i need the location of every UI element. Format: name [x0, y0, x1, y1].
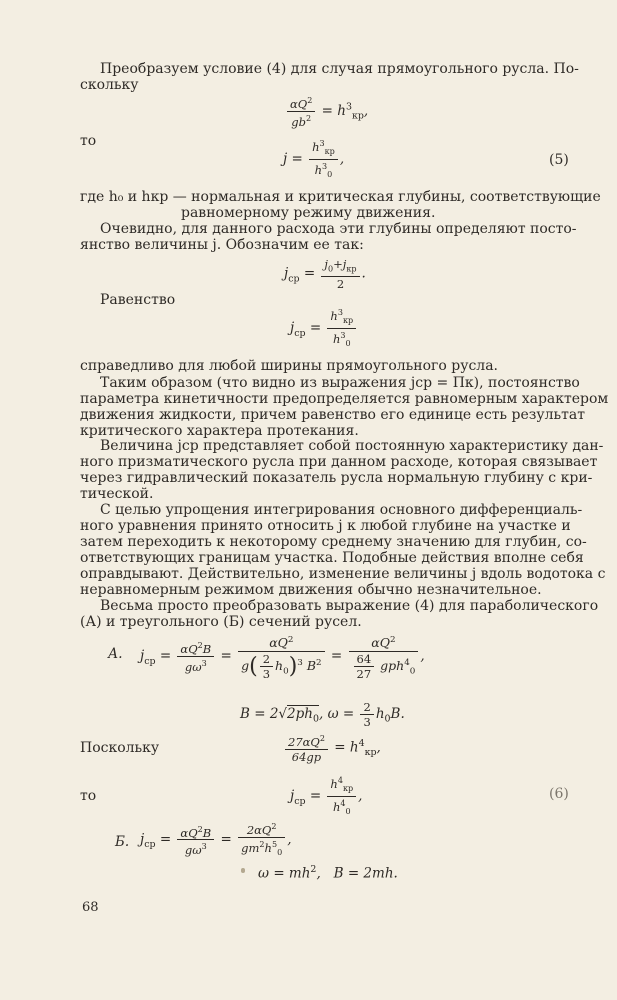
equation-parabolic: $j_{ср}$ = $\frac{\alpha Q^2B}{g\omega^3}$ = $\alpha Q^2$ g( $\frac{2}{3}$ $h_0)^3$ $B^2$ = $\alpha Q^2$ $\frac{64}{27}$ gph$^4_0$ ,: [140, 632, 425, 681]
text-line: справедливо для любой ширины прямоугольного русла.: [80, 358, 498, 374]
text-line: через гидравлический показатель русла нормальную глубину с кри-: [80, 470, 593, 486]
text-line: неравномерным режимом движения обычно незначительное.: [80, 582, 542, 598]
text-line: затем переходить к некоторому среднему значению для глубин, со-: [80, 534, 587, 550]
text-line: ного уравнения принято относить j к любой глубине на участке и: [80, 518, 571, 534]
text-line: Очевидно, для данного расхода эти глубины определяют посто-: [100, 221, 577, 237]
equation-number: (5): [549, 152, 569, 168]
text-line: Преобразуем условие (4) для случая прямоугольного русла. По-: [100, 61, 579, 77]
equation-critical-parabolic: $\frac{27\alpha Q^2}{64gp}$ = $h^4_{кр}$,: [283, 732, 381, 764]
equation-j-parabolic: $j_{ср}$ = $\frac{h^4_{кр}}{h^4_0}$ ,: [290, 776, 363, 817]
text-line: ответствующих границам участка. Подобные действия вполне себя: [80, 550, 584, 566]
text-line: (А) и треугольного (Б) сечений русел.: [80, 614, 362, 630]
equation-j: j = $\frac{h^3_{кр}}{h^3_0}$ ,: [283, 139, 345, 180]
equation-critical-depth: $\frac{\alpha Q^2}{gb^2}$ = $h^3_{кр}$,: [285, 94, 368, 129]
text-line: Величина jср представляет собой постоянную характеристику дан-: [100, 438, 604, 454]
text-line: критического характера протекания.: [80, 423, 359, 439]
equation-j-equality: $j_{ср}$ = $\frac{h^3_{кр}}{h^3_0}$: [290, 306, 358, 351]
text-line: Равенство: [100, 292, 176, 308]
text-line: то: [80, 788, 97, 804]
text-line: где h₀ и hкр — нормальная и критическая глубины, соответствующие: [80, 189, 601, 205]
ink-spot: [241, 868, 245, 873]
text-line: Весьма просто преобразовать выражение (4) для параболического: [100, 598, 599, 614]
text-line: янство величины j. Обозначим ее так:: [80, 237, 364, 253]
equation-triangular-geometry: $\omega = mh^2$, B = 2mh.: [258, 864, 398, 882]
equation-triangular: $j_{ср}$ = $\frac{\alpha Q^2B}{g\omega^3}$ = $\frac{2\alpha Q^2}{gm^2h^5_0}$ ,: [140, 822, 292, 858]
text-line: скольку: [80, 77, 139, 93]
text-line: движения жидкости, причем равенство его единице есть результат: [80, 407, 585, 423]
text-line: то: [80, 133, 97, 149]
equation-number: (6): [549, 786, 569, 802]
equation-width-area: $B = 2√2ph_0$, ω = $\frac{2}{3}$ $h_0B$.: [240, 700, 405, 729]
text-line: равномерному режиму движения.: [181, 205, 436, 221]
text-line: параметра кинетичности предопределяется равномерным характером: [80, 391, 609, 407]
text-line: Таким образом (что видно из выражения jср = Пк), постоянство: [100, 375, 580, 391]
text-line: С целью упрощения интегрирования основного дифференциаль-: [100, 502, 583, 518]
equation-j-mean: $j_{ср}$ = $\frac{j_0+j_{кр}}{2}$ .: [284, 257, 366, 292]
equation-B-label: Б.: [115, 834, 130, 850]
page-number: 68: [82, 900, 99, 915]
equation-A-label: А.: [108, 646, 123, 662]
text-line: оправдывают. Действительно, изменение величины j вдоль водотока с: [80, 566, 606, 582]
text-line: ного призматического русла при данном расходе, которая связывает: [80, 454, 598, 470]
text-line: тической.: [80, 486, 154, 502]
text-line: Поскольку: [80, 740, 160, 756]
